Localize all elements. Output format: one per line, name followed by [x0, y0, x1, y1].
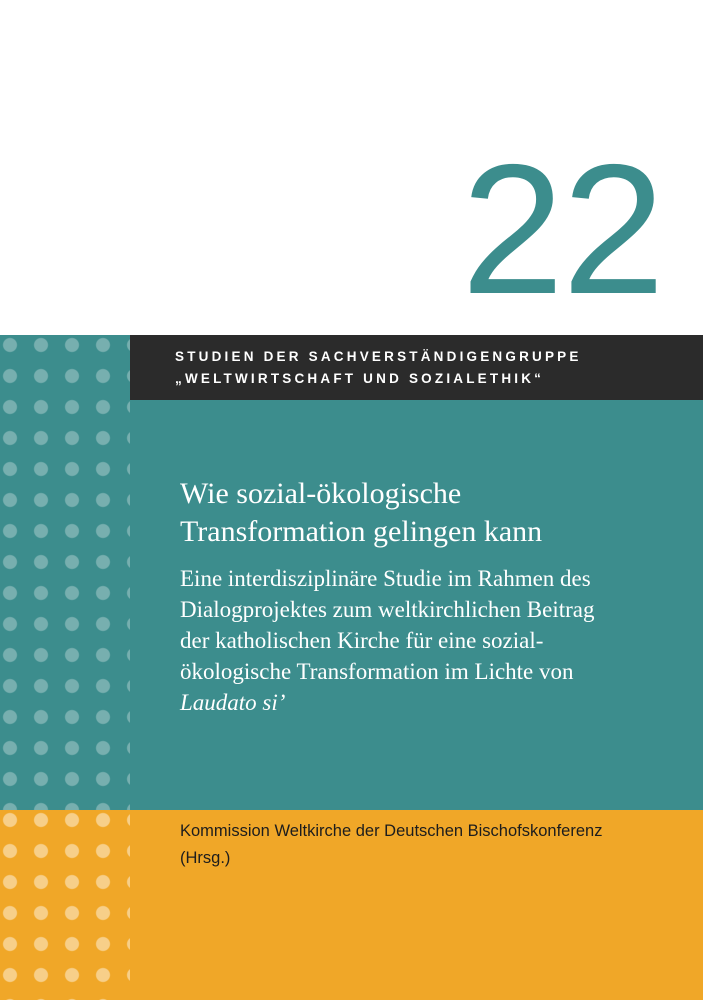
subtitle-italic-reference: Laudato si’	[180, 690, 286, 715]
subtitle-line-2: Dialogprojektes zum weltkirchlichen Beitrag	[180, 597, 595, 622]
subtitle-line-4: ökologische Transformation im Lichte von	[180, 659, 574, 684]
title-line-1: Wie sozial-ökologische	[180, 477, 462, 510]
teal-dot-pattern	[0, 335, 130, 810]
publisher	[180, 818, 670, 872]
series-band	[130, 335, 703, 400]
left-decorative-column	[0, 0, 130, 1000]
publisher-line-1: Kommission Weltkirche der Deutschen Bischofskonferenz	[180, 822, 603, 840]
page-title	[180, 475, 670, 551]
title-area	[180, 475, 670, 718]
subtitle-line-1: Eine interdisziplinäre Studie im Rahmen des	[180, 566, 591, 591]
series-line-2: „WELTWIRTSCHAFT UND SOZIALETHIK“	[175, 371, 545, 386]
series-line-1: STUDIEN DER SACHVERSTÄNDIGENGRUPPE	[175, 349, 582, 364]
publisher-line-2: (Hrsg.)	[180, 849, 231, 867]
subtitle	[180, 563, 670, 718]
orange-dot-pattern	[0, 810, 130, 1000]
title-line-2: Transformation gelingen kann	[180, 515, 543, 548]
subtitle-line-3: der katholischen Kirche für eine sozial-	[180, 628, 544, 653]
issue-number: 22	[461, 127, 663, 333]
